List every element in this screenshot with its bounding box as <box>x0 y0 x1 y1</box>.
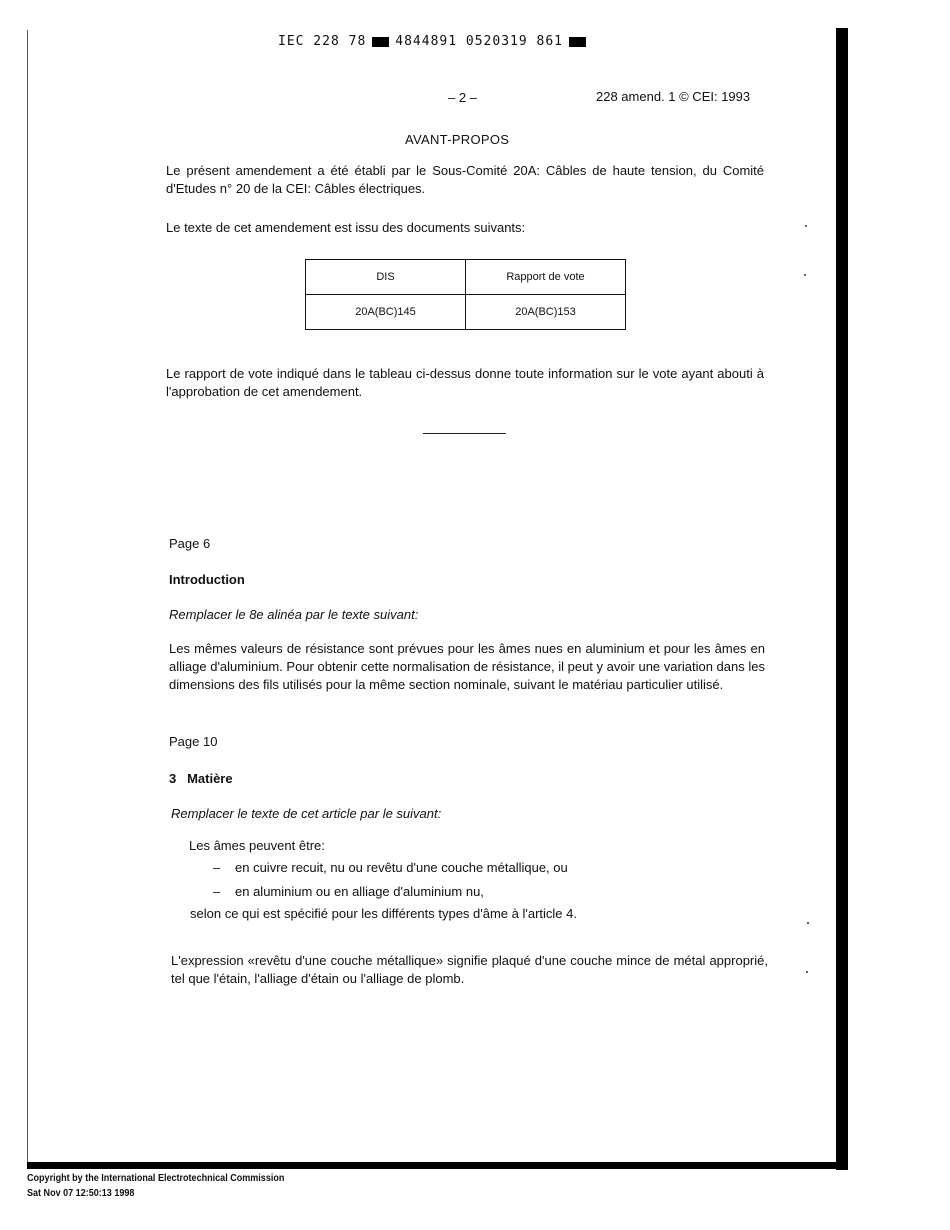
barcode-block-2 <box>569 37 586 47</box>
footer-copyright: Copyright by the International Electrotechnical Commission <box>27 1172 285 1184</box>
scan-bottom-border <box>27 1162 848 1169</box>
section-3-title: Matière <box>187 771 233 786</box>
page-number: – 2 – <box>448 90 477 105</box>
barcode-block-1 <box>372 37 389 47</box>
table-header-row <box>306 260 626 295</box>
list-item <box>213 883 484 901</box>
avant-propos-paragraph-2: Le texte de cet amendement est issu des documents suivants: <box>166 220 526 235</box>
section-3-after-list: selon ce qui est spécifié pour les différents types d'âme à l'article 4. <box>190 906 577 921</box>
document-reference: 228 amend. 1 © CEI: 1993 <box>596 89 751 104</box>
page-left-edge <box>27 30 28 1165</box>
scan-speck <box>804 274 806 276</box>
section-3-instruction: Remplacer le texte de cet article par le suivant: <box>171 806 442 821</box>
footer-timestamp: Sat Nov 07 12:50:13 1998 <box>27 1187 135 1199</box>
avant-propos-paragraph-1: Le présent amendement a été établi par le Sous-Comité 20A: Câbles de haute tension, du Comité d'Etudes n° 20 de la CEI: Câbles électriques. <box>166 163 764 196</box>
table-header-rapport: Rapport de vote <box>466 260 626 295</box>
barcode-left-text: IEC 228 78 <box>278 34 367 49</box>
barcode-right-text: 4844891 0520319 861 <box>395 34 563 49</box>
scan-speck <box>806 971 808 973</box>
section-3-heading <box>169 770 233 788</box>
introduction-body: Les mêmes valeurs de résistance sont prévues pour les âmes nues en aluminium et pour les âmes en alliage d'aluminium. Pour obtenir cette normalisation de résistance, il peut y avoir une variation dans les dimensions des fils utilisés pour la même section nominale, suivant le matériau particulier utilisé. <box>169 641 765 692</box>
section-3-number: 3 <box>169 771 177 786</box>
table-cell-dis: 20A(BC)145 <box>306 295 466 330</box>
list-dash: – <box>213 884 221 899</box>
scan-right-border <box>836 28 848 1170</box>
table-cell-rapport: 20A(BC)153 <box>466 295 626 330</box>
table-header-dis: DIS <box>306 260 466 295</box>
section-separator <box>423 433 506 434</box>
list-dash: – <box>213 860 221 875</box>
barcode-header <box>278 34 592 49</box>
avant-propos-title: AVANT-PROPOS <box>405 132 510 147</box>
scan-speck <box>807 922 809 924</box>
introduction-instruction: Remplacer le 8e alinéa par le texte suivant: <box>169 607 419 622</box>
page-10-label: Page 10 <box>169 734 218 749</box>
page-6-label: Page 6 <box>169 536 211 551</box>
scan-speck <box>805 225 807 227</box>
section-3-intro: Les âmes peuvent être: <box>189 838 325 853</box>
introduction-heading: Introduction <box>169 572 245 587</box>
documents-table <box>305 259 626 330</box>
list-item-text: en cuivre recuit, nu ou revêtu d'une couche métallique, ou <box>235 860 568 875</box>
avant-propos-paragraph-3: Le rapport de vote indiqué dans le tableau ci-dessus donne toute information sur le vote ayant abouti à l'approbation de cet amendement. <box>166 366 764 399</box>
list-item-text: en aluminium ou en alliage d'aluminium nu, <box>235 884 484 899</box>
list-item <box>213 859 568 877</box>
section-3-definition: L'expression «revêtu d'une couche métallique» signifie plaqué d'une couche mince de métal approprié, tel que l'étain, l'alliage d'étain ou l'alliage de plomb. <box>171 953 768 986</box>
table-row <box>306 295 626 330</box>
